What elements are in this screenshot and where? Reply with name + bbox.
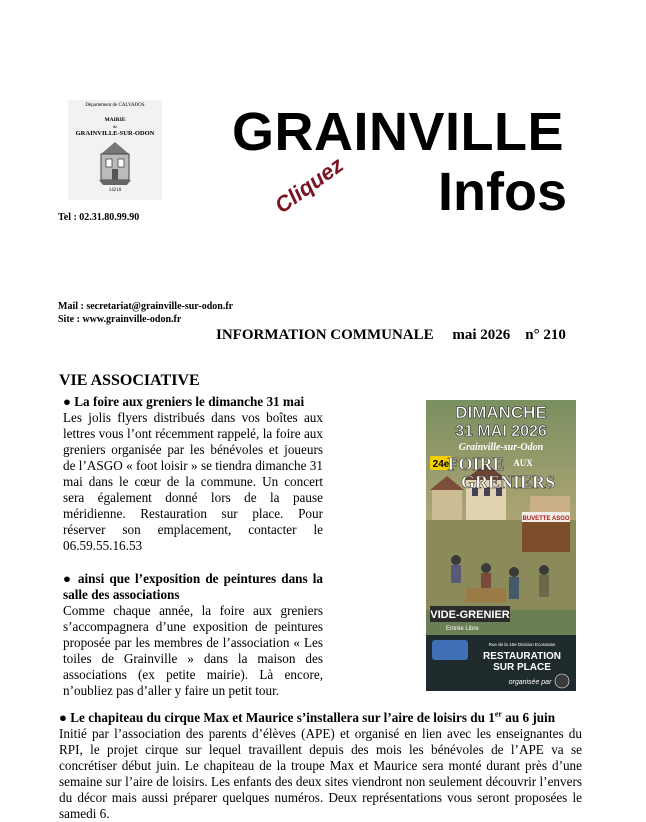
article-heading xyxy=(59,710,582,726)
poster-resto2: SUR PLACE xyxy=(493,662,551,673)
issue-info: INFORMATION COMMUNALE mai 2026 n° 210 xyxy=(216,327,566,343)
logo-postcode: 14210 xyxy=(108,188,122,193)
masthead-title: GRAINVILLE xyxy=(232,102,565,162)
article-body: Initié par l’association des parents d’élèves (APE) et organisé en lien avec les enseignantes du RPI, le projet cirque sur lequel travaillent depuis des mois les bénévoles de l’APE va se concrétiser début juin. Le chapiteau de la troupe Max et Maurice sera monté durant près d’une semaine sur l’aire de loisirs. Les enfants des deux sites viendront non seulement découvrir l’envers du décor mais aussi préparer quelques numéros. Deux représentations vous seront proposées le samedi 6. xyxy=(59,726,582,821)
poster-resto1: RESTAURATION xyxy=(483,651,561,662)
article-body: Comme chaque année, la foire aux greniers s’accompagnera d’une exposition de peintures proposée par les membres de l’association « Les toiles de Grainville » dans la maison des associations (ex petite mairie). Là encore, n’oubliez pas d’aller y faire un petit tour. xyxy=(63,603,323,698)
poster-line1: DIMANCHE xyxy=(455,403,547,422)
poster-entree: Entrée Libre xyxy=(446,626,479,632)
masthead-subtitle: Infos xyxy=(438,162,567,222)
poster-event1: FOIRE xyxy=(447,454,505,474)
article-exposition xyxy=(63,571,323,699)
article-heading: ● La foire aux greniers le dimanche 31 mai xyxy=(63,394,305,409)
article-body: Les jolis flyers distribués dans vos boîtes aux lettres vous l’ont récemment rappelé, la foire aux greniers organisée par les bénévoles et joueurs de l’ASGO « foot loisir » se tiendra dimanche 31 mai dans le cœur de la commune. Un concert sera également donné lors de la pause méridienne. Restauration sur place. Pour réserver son emplacement, contacter le 06.59.55.16.53 xyxy=(63,410,323,553)
article-heading-part2: au 6 juin xyxy=(501,710,556,725)
logo-commune: GRAINVILLE-SUR-ODON xyxy=(75,130,155,137)
poster-vide: VIDE-GRENIER xyxy=(430,609,510,621)
article-cirque xyxy=(59,710,582,822)
foire-poster xyxy=(426,400,576,691)
section-title: VIE ASSOCIATIVE xyxy=(59,372,200,389)
article-foire xyxy=(63,394,323,554)
poster-line2: 31 MAI 2026 xyxy=(455,423,547,440)
logo-de: de xyxy=(112,124,118,129)
poster-address: Rue de la 15e Division Ecossaise xyxy=(488,642,556,647)
article-heading-part1: ● Le chapiteau du cirque Max et Maurice s’installera sur l’aire de loisirs du 1 xyxy=(59,710,495,725)
logo-department: Département de CALVADOS xyxy=(85,103,145,108)
contact-site[interactable]: Site : www.grainville-odon.fr xyxy=(58,314,182,325)
town-hall-icon xyxy=(97,140,133,186)
poster-org: organisée par xyxy=(508,679,552,686)
article-heading-sup: er xyxy=(494,709,502,719)
article-heading: ● ainsi que l’exposition de peintures dans la salle des associations xyxy=(63,571,323,602)
mairie-logo xyxy=(68,100,162,200)
poster-edition: 24e xyxy=(432,459,450,470)
contact-tel: Tel : 02.31.80.99.90 xyxy=(58,212,140,223)
poster-event2: GRENIERS xyxy=(460,472,556,492)
poster-event-aux: AUX xyxy=(513,458,533,468)
contact-mail[interactable]: Mail : secretariat@grainville-sur-odon.fr xyxy=(58,301,234,312)
logo-mairie: MAIRIE xyxy=(104,117,126,123)
cliquez-link[interactable]: Cliquez xyxy=(270,152,348,219)
poster-place: Grainville-sur-Odon xyxy=(458,442,544,453)
poster-buvette: BUVETTE ASGO xyxy=(522,516,570,522)
